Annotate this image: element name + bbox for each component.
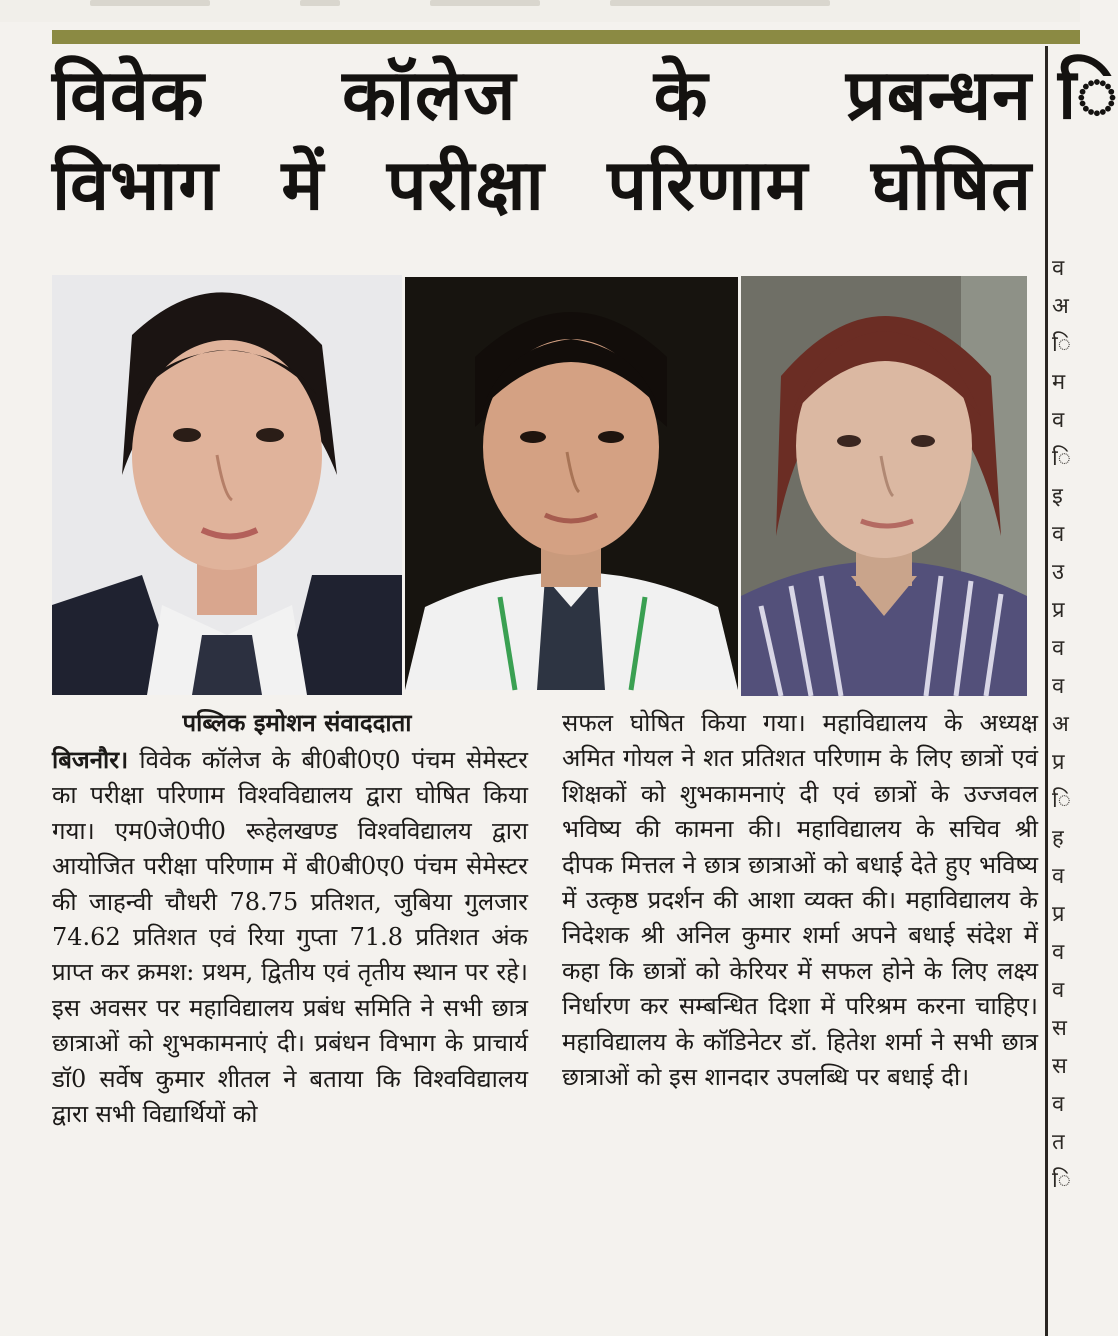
- student-photo-3: [741, 276, 1027, 696]
- adjacent-glyph: म: [1052, 370, 1066, 395]
- section-rule: [52, 30, 1080, 44]
- adjacent-glyph: व: [1052, 978, 1065, 1003]
- student-photo-2-portrait: [405, 277, 738, 690]
- adjacent-glyph: व: [1052, 636, 1065, 661]
- article-body-right: सफल घोषित किया गया। महाविद्यालय के अध्यक्ष अमित गोयल ने शत प्रतिशत परिणाम के लिए छात्रों एवं शिक्षकों को शुभकामनाएं दी एवं छात्रों के उज्जवल भविष्य की कामना की। महाविद्यालय के सचिव श्री दीपक मित्तल ने छात्र छात्राओं को बधाई देते हुए भविष्य में उत्कृष्ठ प्रदर्शन की आशा व्यक्त की। महाविद्यालय के निदेशक श्री अनिल कुमार शर्मा अपने बधाई संदेश में कहा कि छात्रों को केरियर में सफल होने के लिए लक्ष्य निर्धारण कर सम्बन्धित दिशा में परिश्रम करना चाहिए। महाविद्यालय के कॉडिनेटर डॉ. हितेश शर्मा ने सभी छात्र छात्राओं को इस शानदार उपलब्धि पर बधाई दी।: [562, 709, 1038, 1092]
- adjacent-glyph: अ: [1052, 712, 1069, 737]
- adjacent-glyph: व: [1052, 1092, 1065, 1117]
- adjacent-glyph: प्र: [1052, 902, 1065, 927]
- adjacent-glyph: प्र: [1052, 750, 1065, 775]
- adjacent-headline-fragment: ि: [1058, 53, 1118, 135]
- article-column-left: [52, 742, 528, 1132]
- student-photo-1: [52, 275, 402, 695]
- adjacent-glyph: स: [1052, 1016, 1067, 1041]
- student-photo-3-portrait: [741, 276, 1027, 696]
- adjacent-glyph: प्र: [1052, 598, 1065, 623]
- article-column-right: [562, 706, 1038, 1095]
- reporter-byline: पब्लिक इमोशन संवाददाता: [182, 708, 412, 737]
- adjacent-glyph: ि: [1052, 446, 1071, 471]
- column-divider: [1045, 46, 1048, 1336]
- adjacent-glyph: व: [1052, 408, 1065, 433]
- adjacent-glyph: ि: [1052, 788, 1071, 813]
- article-body-left: विवेक कॉलेज के बी0बी0ए0 पंचम सेमेस्टर का परीक्षा परिणाम विश्वविद्यालय द्वारा घोषित किया गया। एम0जे0पी0 रूहेलखण्ड विश्वविद्यालय द्वारा आयोजित परीक्षा परिणाम में बी0बी0ए0 पंचम सेमेस्टर की जाहन्वी चौधरी 78.75 प्रतिशत, जुबिया गुलजार 74.62 प्रतिशत एवं रिया गुप्ता 71.8 प्रतिशत अंक प्राप्त कर क्रमश: प्रथम, द्वितीय एवं तृतीय स्थान पर रहे। इस अवसर पर महाविद्यालय प्रबंध समिति ने सभी छात्र छात्राओं को शुभकामनाएं दी। प्रबंधन विभाग के प्राचार्य डॉ0 सर्वेष कुमार शीतल ने बताया कि विश्वविद्यालय द्वारा सभी विद्यार्थियों को: [52, 746, 528, 1129]
- article-headline: [52, 50, 1032, 230]
- adjacent-article-edge: [1052, 250, 1080, 1200]
- adjacent-glyph: ह: [1052, 826, 1064, 851]
- adjacent-glyph: उ: [1052, 560, 1065, 585]
- adjacent-glyph: त: [1052, 1130, 1065, 1155]
- adjacent-glyph: ि: [1052, 1168, 1071, 1193]
- adjacent-glyph: इ: [1052, 484, 1063, 509]
- adjacent-glyph: व: [1052, 522, 1065, 547]
- adjacent-glyph: ि: [1052, 332, 1071, 357]
- adjacent-glyph: स: [1052, 1054, 1067, 1079]
- adjacent-glyph: अ: [1052, 294, 1069, 319]
- adjacent-glyph: व: [1052, 674, 1065, 699]
- article-dateline: बिजनौर।: [52, 745, 129, 774]
- cropped-previous-header: [0, 0, 1080, 22]
- adjacent-glyph: व: [1052, 940, 1065, 965]
- student-photo-2: [405, 277, 738, 690]
- adjacent-glyph: व: [1052, 864, 1065, 889]
- adjacent-glyph: व: [1052, 256, 1065, 281]
- headline-line-1: विवेक कॉलेज के प्रबन्धन: [52, 54, 1032, 136]
- student-photo-1-portrait: [52, 275, 402, 695]
- headline-line-2: विभाग में परीक्षा परिणाम घोषित: [52, 144, 1032, 226]
